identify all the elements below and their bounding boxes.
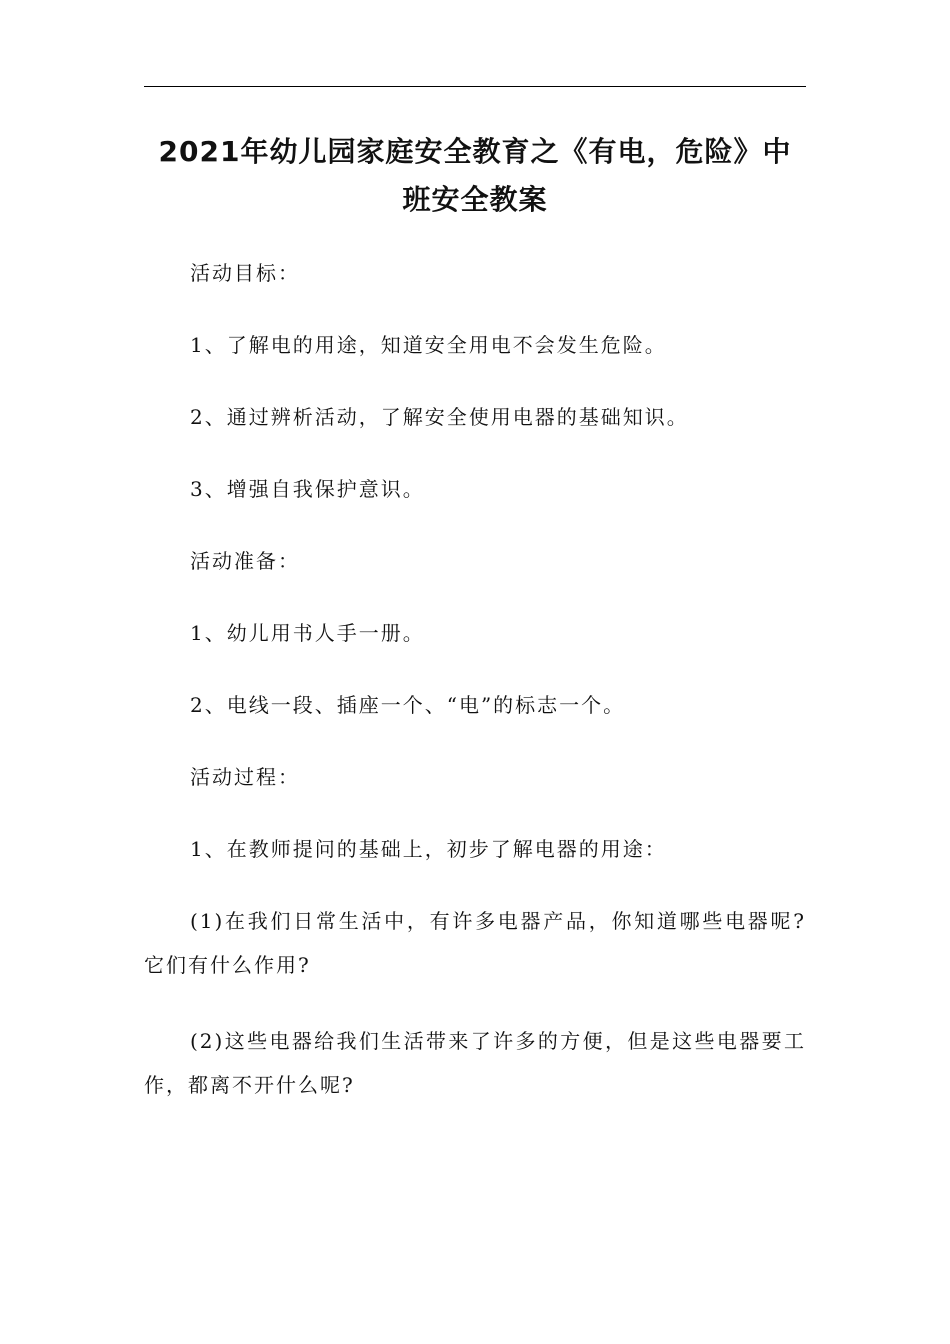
paragraph: 1、幼儿用书人手一册。 xyxy=(190,621,425,645)
section-heading-preparation: 活动准备： xyxy=(190,549,300,573)
paragraph: 2、电线一段、插座一个、“电”的标志一个。 xyxy=(190,693,626,717)
header-rule xyxy=(144,86,806,87)
paragraph: (2)这些电器给我们生活带来了许多的方便，但是这些电器要工作，都离不开什么呢? xyxy=(144,1029,806,1097)
paragraph: 1、了解电的用途，知道安全用电不会发生危险。 xyxy=(190,333,667,357)
title-line-2: 班安全教案 xyxy=(402,183,548,216)
paragraph: 2、通过辨析活动，了解安全使用电器的基础知识。 xyxy=(190,405,689,429)
paragraph: 1、在教师提问的基础上，初步了解电器的用途： xyxy=(190,837,667,861)
title-line-1: 2021年幼儿园家庭安全教育之《有电，危险》中 xyxy=(158,135,792,168)
section-heading-process: 活动过程： xyxy=(190,765,300,789)
paragraph: (1)在我们日常生活中，有许多电器产品，你知道哪些电器呢?它们有什么作用? xyxy=(144,909,806,977)
document-title xyxy=(144,128,806,224)
paragraph: 3、增强自我保护意识。 xyxy=(190,477,425,501)
section-heading-goals: 活动目标： xyxy=(190,261,300,285)
